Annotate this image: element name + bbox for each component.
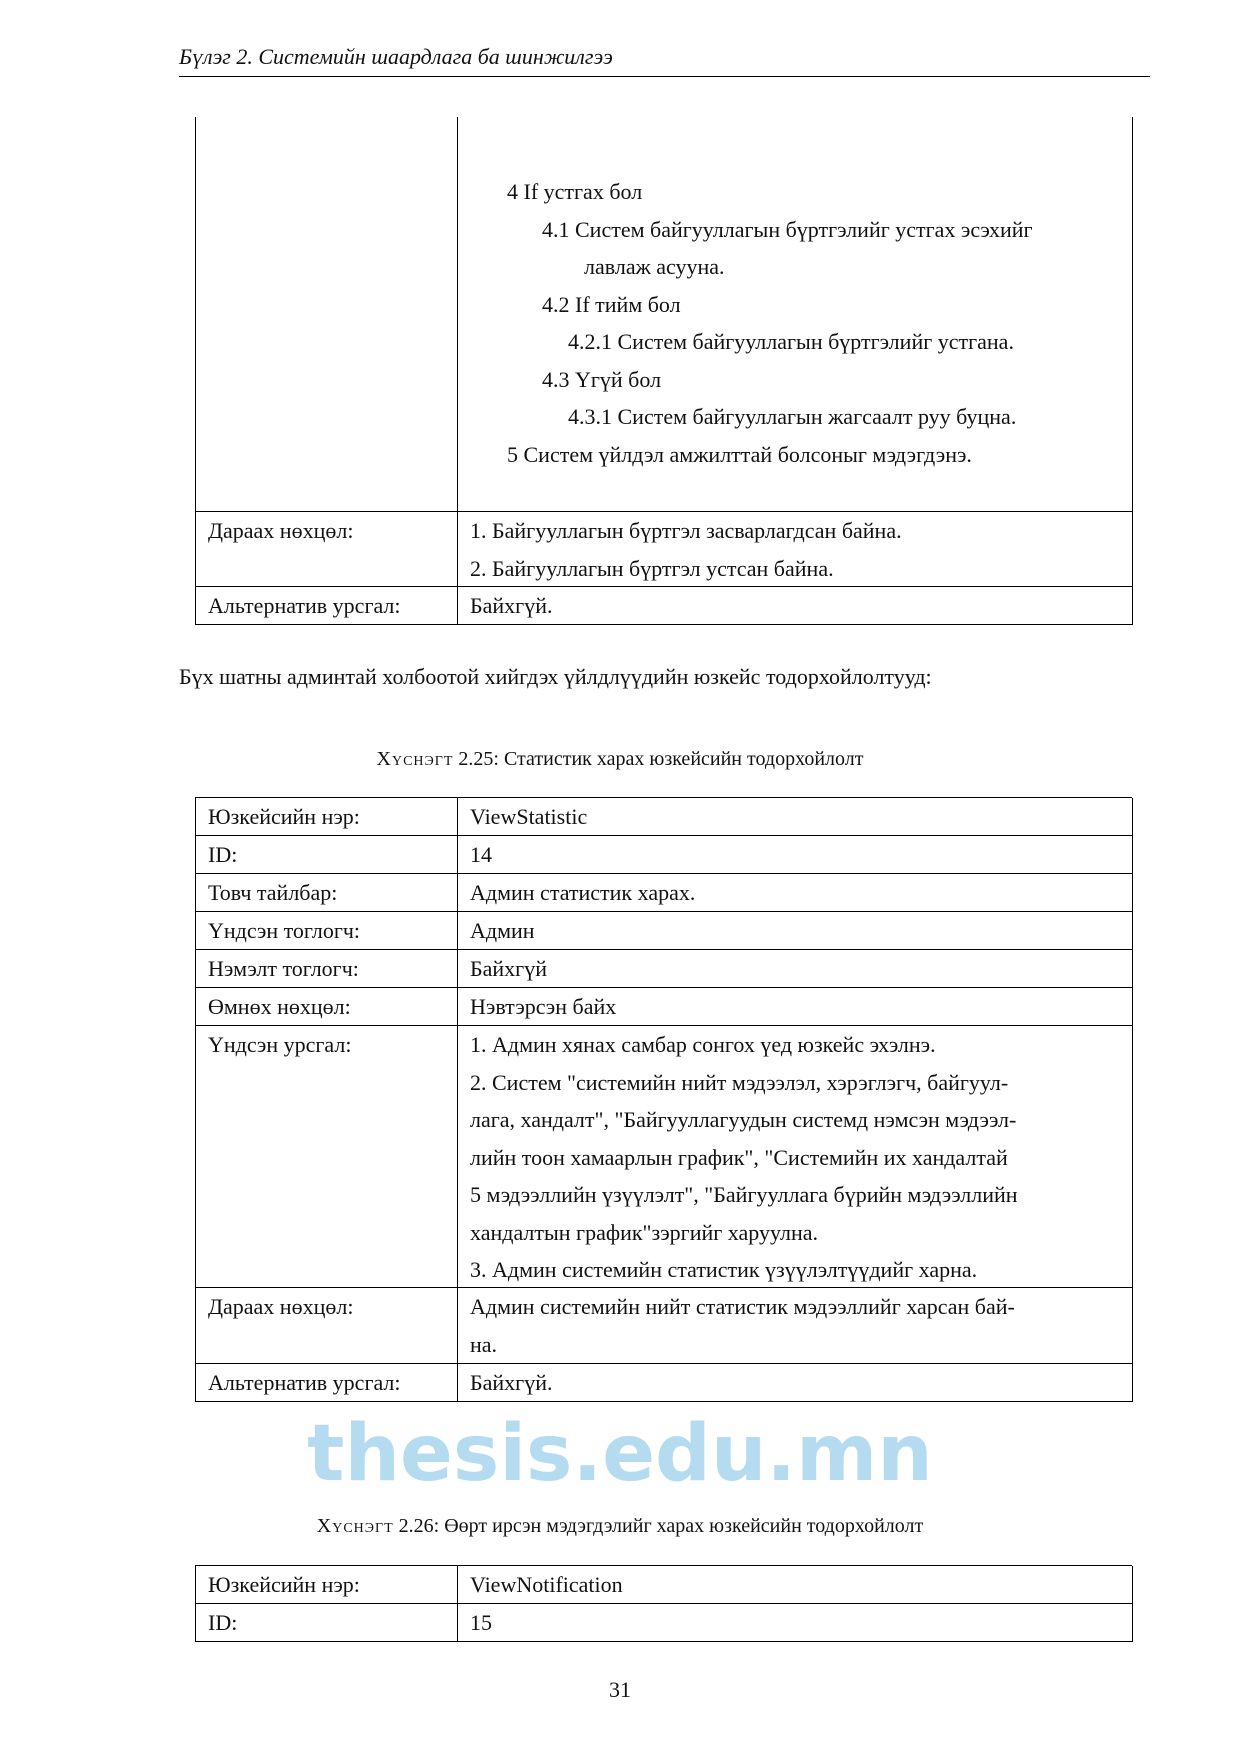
flow-step: 4.3.1 Систем байгууллагын жагсаалт руу буцна. — [568, 404, 1017, 429]
table-row — [195, 1288, 1132, 1364]
page-number: 31 — [609, 1677, 631, 1702]
flow-step: 4 If устгах бол — [507, 179, 643, 204]
row-value: Админ статистик харах. — [470, 880, 696, 905]
row-label: Юзкейсийн нэр: — [208, 1572, 360, 1597]
row-label: Альтернатив урсгал: — [208, 593, 401, 618]
flow-step: 4.2.1 Систем байгууллагын бүртгэлийг устгана. — [568, 329, 1014, 354]
usecase-table-view-notification — [195, 1565, 1132, 1642]
table-row — [195, 798, 1132, 836]
flow-step: 4.2 If тийм бол — [542, 292, 681, 317]
row-value: Байхгүй. — [470, 1370, 553, 1395]
table-caption: Хүснэгт 2.26: Өөрт ирсэн мэдэгдэлийг харах юзкейсийн тодорхойлолт — [316, 1515, 924, 1537]
row-label: Үндсэн тоглогч: — [208, 918, 361, 943]
table-border — [195, 798, 196, 1402]
table-row — [195, 117, 1132, 512]
row-label: ID: — [208, 842, 238, 867]
row-label: Дараах нөхцөл: — [208, 518, 354, 543]
table-border — [195, 117, 196, 625]
table-row — [195, 587, 1132, 625]
watermark: thesis.edu.mn — [307, 1409, 933, 1499]
row-value: ViewNotification — [470, 1572, 623, 1597]
header-rule — [179, 76, 1150, 77]
table-row — [195, 1604, 1132, 1642]
row-value: 15 — [470, 1610, 492, 1635]
table-row — [195, 950, 1132, 988]
table-row — [195, 512, 1132, 587]
body-paragraph: Бүх шатны админтай холбоотой хийгдэх үйлдлүүдийн юзкейс тодорхойлолтууд: — [179, 664, 932, 689]
row-value: 1. Админ хянах самбар сонгох үед юзкейс эхэлнэ. 2. Систем "системийн нийт мэдээлэл, хэрэглэгч, байгуул- лага, хандалт", "Байгууллагуудын системд нэмсэн мэдээл- лийн тоон хамаарлын график", "Системийн их хандалтай 5 мэдээллийн үзүүлэлт", "Байгууллага бүрийн мэдээллийн хандалтын график"зэргийг харуулна. 3. Админ системийн статистик үзүүлэлтүүдийг харна. — [470, 1032, 1018, 1282]
row-value: Байхгүй. — [470, 593, 553, 618]
table-row — [195, 874, 1132, 912]
row-value: Байхгүй — [470, 956, 547, 981]
flow-step: лавлаж асууна. — [584, 254, 725, 279]
usecase-table-view-statistic — [195, 797, 1132, 1402]
row-label: Өмнөх нөхцөл: — [208, 994, 351, 1019]
row-label: ID: — [208, 1610, 238, 1635]
row-value: Нэвтэрсэн байх — [470, 994, 617, 1019]
table-border — [195, 1566, 196, 1642]
row-value: 14 — [470, 842, 492, 867]
row-label: Юзкейсийн нэр: — [208, 804, 360, 829]
running-header: Бүлэг 2. Системийн шаардлага ба шинжилгээ — [179, 44, 613, 69]
flow-step: 4.3 Үгүй бол — [542, 367, 662, 392]
row-label: Альтернатив урсгал: — [208, 1370, 401, 1395]
table-caption: Хүснэгт 2.25: Статистик харах юзкейсийн тодорхойлолт — [376, 748, 864, 770]
table-border — [1132, 117, 1133, 625]
table-row — [195, 912, 1132, 950]
table-continued — [195, 117, 1132, 625]
flow-step: 5 Систем үйлдэл амжилттай болсоныг мэдэгдэнэ. — [507, 442, 972, 467]
table-row — [195, 1364, 1132, 1402]
table-border — [457, 1566, 458, 1642]
table-row — [195, 1026, 1132, 1288]
flow-step: 4.1 Систем байгууллагын бүртгэлийг устгах эсэхийг — [542, 217, 1033, 242]
table-border — [457, 117, 458, 625]
row-label: Үндсэн урсгал: — [208, 1032, 352, 1057]
row-value: Админ системийн нийт статистик мэдээллийг харсан бай- на. — [470, 1294, 1015, 1357]
row-label: Товч тайлбар: — [208, 880, 338, 905]
table-row — [195, 988, 1132, 1026]
table-border — [1132, 1566, 1133, 1642]
row-value: 1. Байгууллагын бүртгэл засварлагдсан байна. 2. Байгууллагын бүртгэл устсан байна. — [470, 518, 902, 581]
row-label: Дараах нөхцөл: — [208, 1294, 354, 1319]
row-label: Нэмэлт тоглогч: — [208, 956, 359, 981]
table-border — [1132, 798, 1133, 1402]
table-row — [195, 1566, 1132, 1604]
table-row — [195, 836, 1132, 874]
row-value: Админ — [470, 918, 535, 943]
table-border — [457, 798, 458, 1402]
row-value: ViewStatistic — [470, 804, 588, 829]
